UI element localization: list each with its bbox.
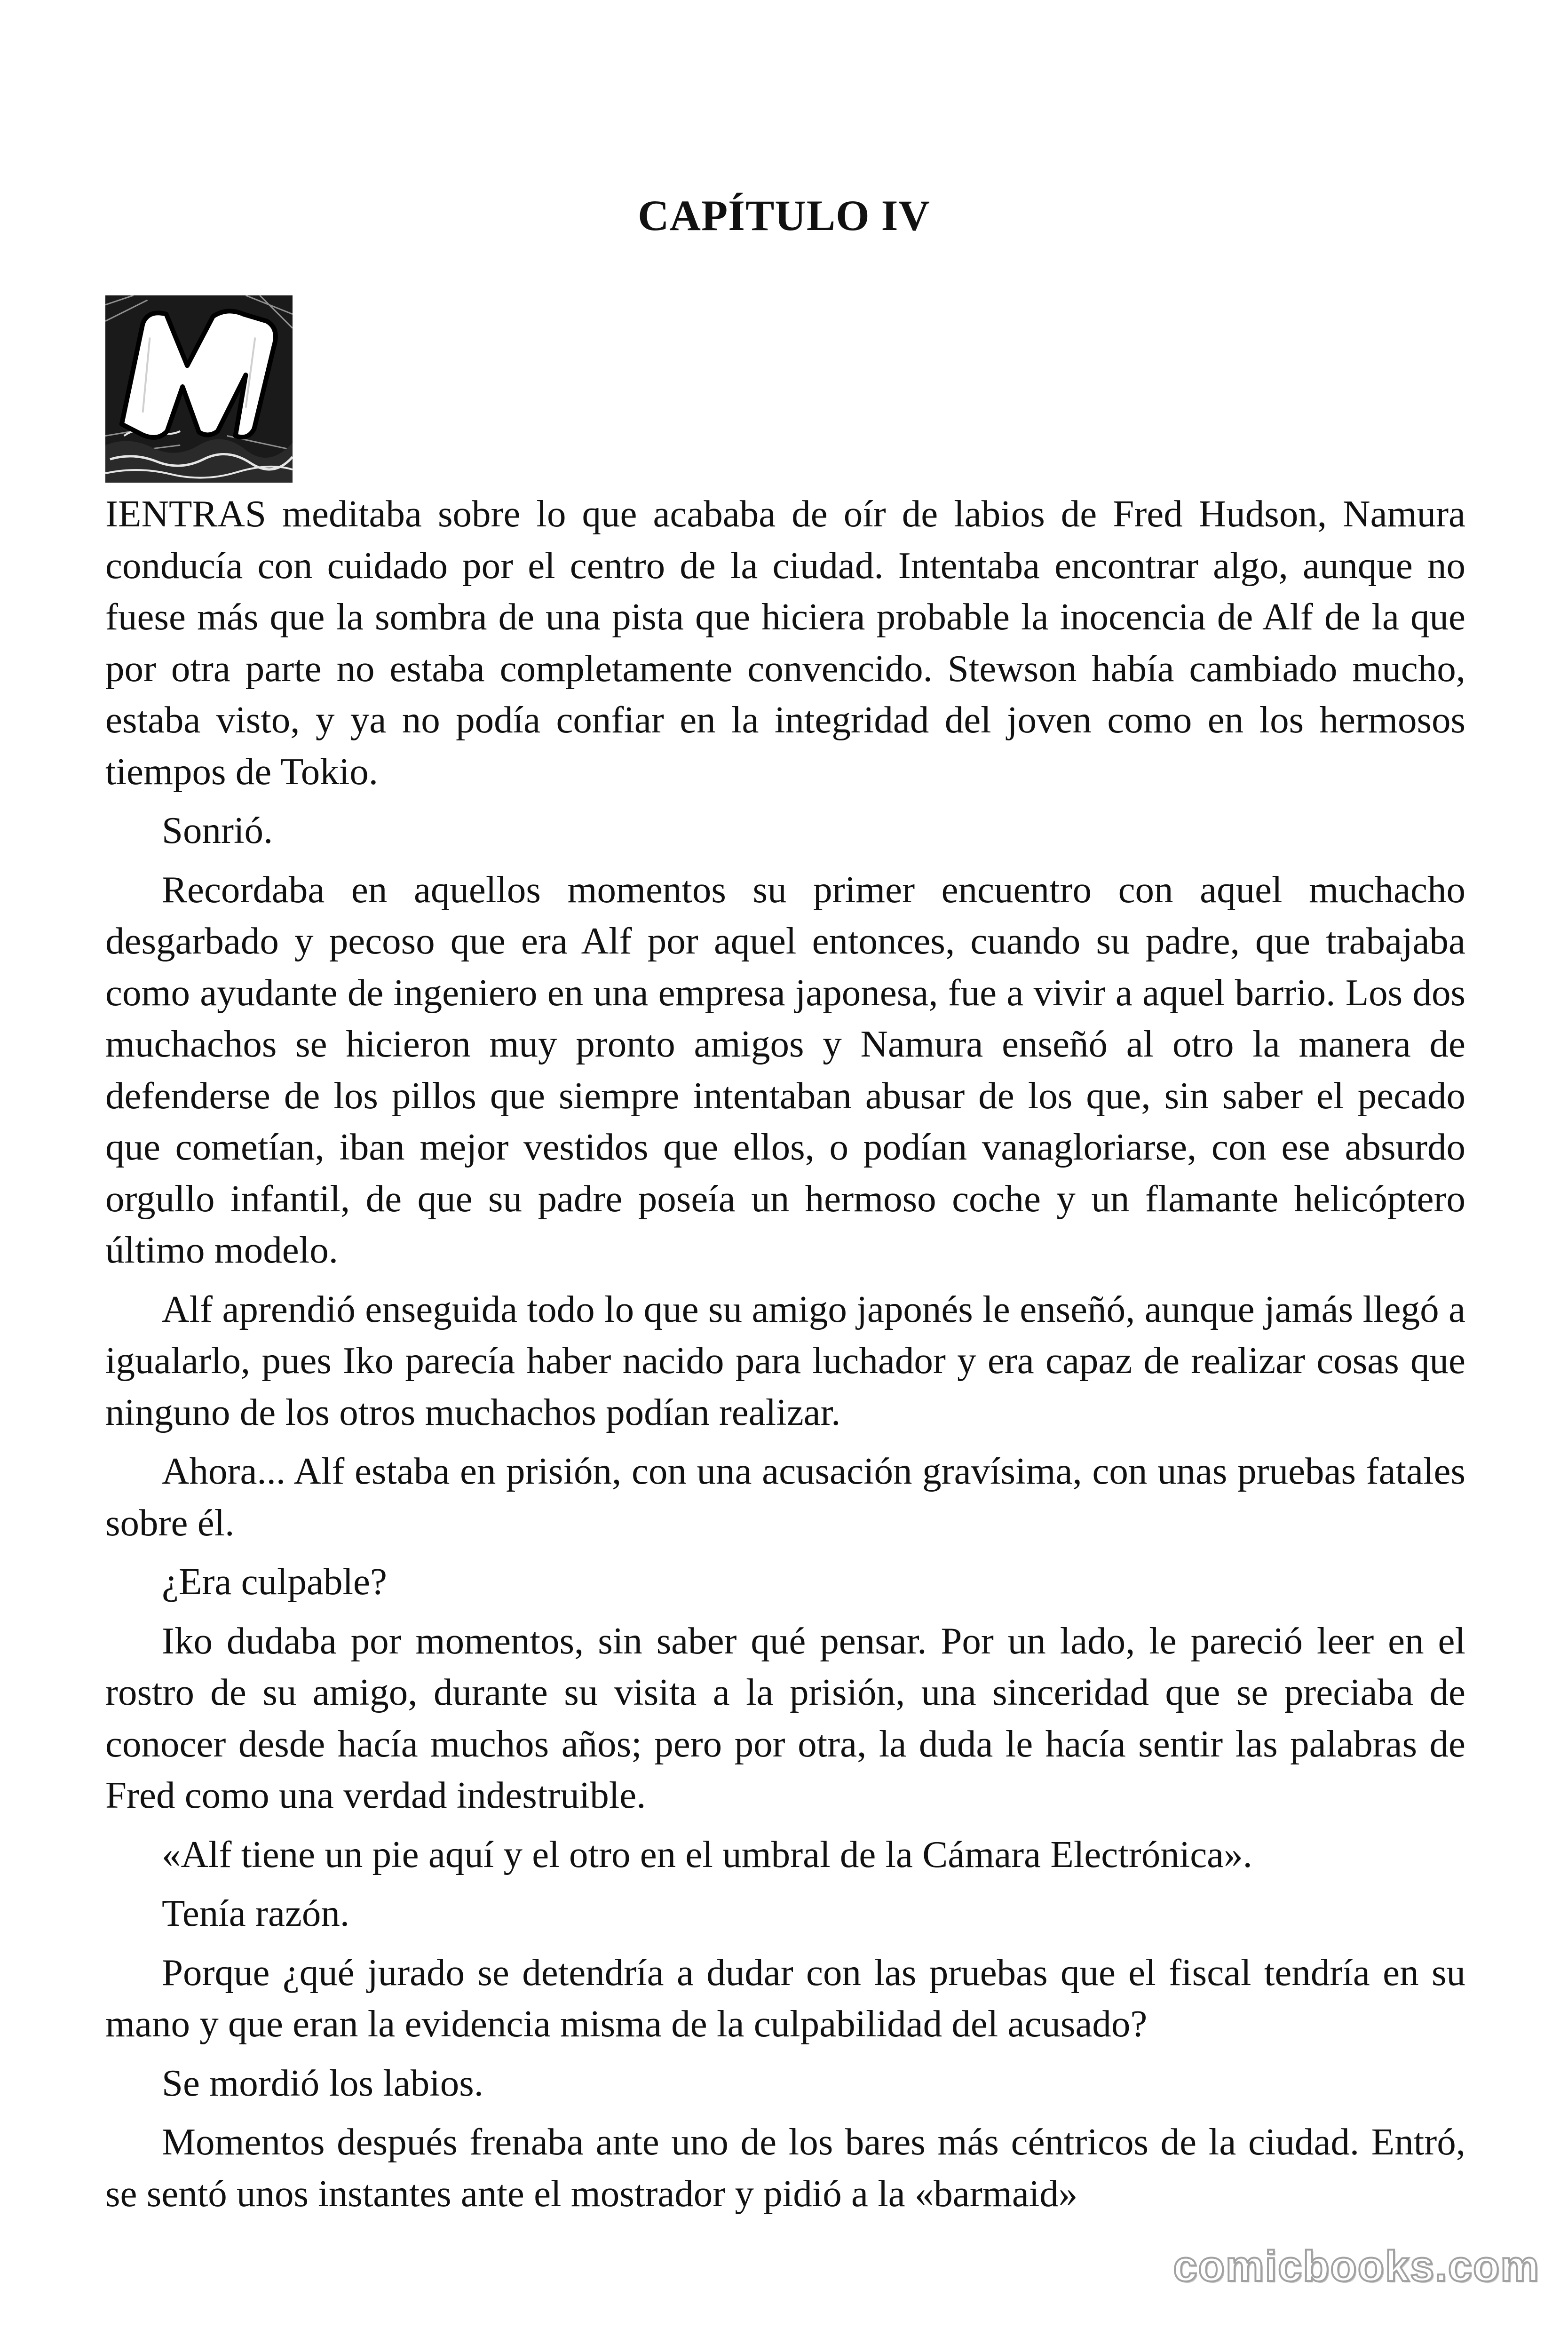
paragraph: Alf aprendió enseguida todo lo que su amigo japonés le enseñó, aunque jamás llegó a igualarlo, pues Iko parecía haber nacido para luchador y era capaz de realizar cosas que ninguno de los otros muchachos podían realizar. [105,1287,1465,1433]
drop-cap-illustration [105,295,293,483]
watermark: comicbooks.com [1173,2242,1540,2290]
paragraph: IENTRAS meditaba sobre lo que acababa de oír de labios de Fred Hudson, Namura conducía con cuidado por el centro de la ciudad. Intentaba encontrar algo, aunque no fuese más que la sombra de una pista que hiciera probable la inocencia de Alf de la que por otra parte no estaba completamente convencido. Stewson había cambiado mucho, estaba visto, y ya no podía confiar en la integridad del joven como en los hermosos tiempos de Tokio. [105,493,1465,793]
paragraph: Se mordió los labios. [162,2061,483,2104]
chapter-title: CAPÍTULO IV [638,191,930,239]
paragraph: «Alf tiene un pie aquí y el otro en el umbral de la Cámara Electrónica». [162,1833,1252,1875]
paragraph: Iko dudaba por momentos, sin saber qué pensar. Por un lado, le pareció leer en el rostro de su amigo, durante su visita a la prisión, una sinceridad que se preciaba de conocer desde hacía muchos años; pero por otra, la duda le hacía sentir las palabras de Fred como una verdad indestruible. [105,1619,1465,1816]
paragraph: ¿Era culpable? [162,1560,387,1603]
chapter-body [105,488,1465,2227]
paragraph: Momentos después frenaba ante uno de los bares más céntricos de la ciudad. Entró, se sentó unos instantes ante el mostrador y pidió a la «barmaid» [105,2121,1465,2215]
paragraph: Recordaba en aquellos momentos su primer encuentro con aquel muchacho desgarbado y pecoso que era Alf por aquel entonces, cuando su padre, que trabajaba como ayudante de ingeniero en una empresa japonesa, fue a vivir a aquel barrio. Los dos muchachos se hicieron muy pronto amigos y Namura enseñó al otro la manera de defenderse de los pillos que siempre intentaban abusar de los que, sin saber el pecado que cometían, iban mejor vestidos que ellos, o podían vanagloriarse, con ese absurdo orgullo infantil, de que su padre poseía un hermoso coche y un flamante helicóptero último modelo. [105,868,1465,1271]
paragraph: Sonrió. [162,809,273,851]
paragraph: Porque ¿qué jurado se detendría a dudar con las pruebas que el fiscal tendría en su mano y que eran la evidencia misma de la culpabilidad del acusado? [105,1951,1465,2045]
paragraph: Ahora... Alf estaba en prisión, con una acusación gravísima, con unas pruebas fatales sobre él. [105,1450,1465,1544]
paragraph: Tenía razón. [162,1892,350,1934]
